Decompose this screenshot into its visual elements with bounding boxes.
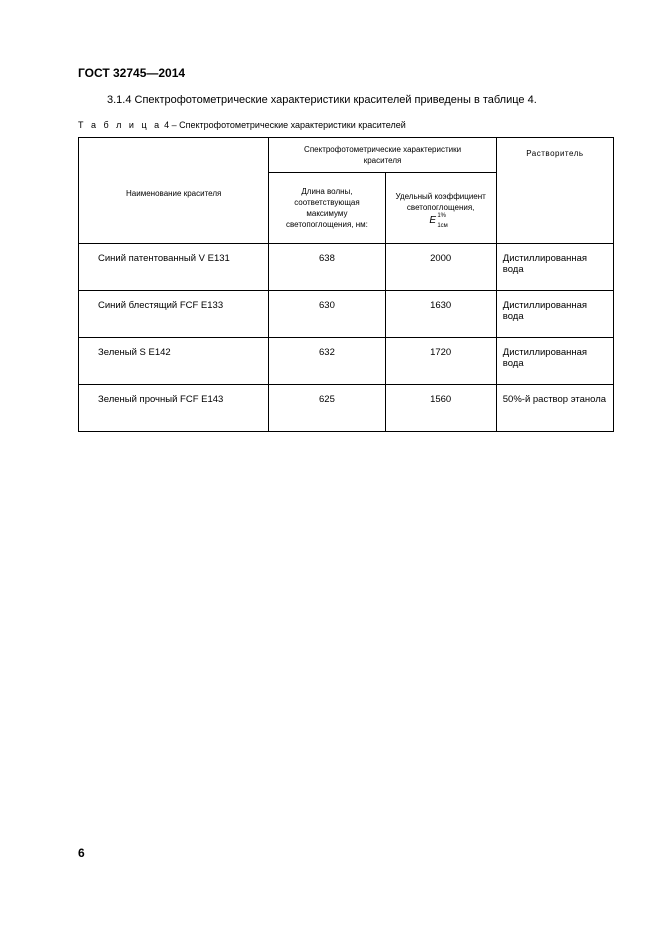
- spectro-table: [78, 137, 614, 432]
- header-coefficient: [385, 173, 496, 244]
- cell-wavelength: 630: [269, 291, 385, 338]
- cell-coefficient: 1720: [385, 338, 496, 385]
- coefficient-subscript: 1см: [437, 222, 448, 229]
- cell-dye-name: Синий патентованный V Е131: [79, 244, 269, 291]
- cell-solvent: 50%-й раствор этанола: [496, 385, 613, 432]
- cell-dye-name: Зеленый S E142: [79, 338, 269, 385]
- cell-coefficient: 2000: [385, 244, 496, 291]
- cell-wavelength: 638: [269, 244, 385, 291]
- document-code-header: ГОСТ 32745—2014: [78, 66, 186, 80]
- header-solvent: Растворитель: [496, 138, 613, 244]
- coefficient-symbol: [429, 212, 452, 229]
- cell-solvent: Дистиллированная вода: [496, 291, 613, 338]
- coefficient-symbol-letter: E: [429, 214, 436, 226]
- header-wavelength: Длина волны, соответствующая максимуму светопоглощения, нм:: [269, 173, 385, 244]
- table-row: [79, 338, 614, 385]
- table-caption-text: 4 – Спектрофотометрические характеристики красителей: [161, 120, 406, 130]
- cell-coefficient: 1630: [385, 291, 496, 338]
- cell-wavelength: 632: [269, 338, 385, 385]
- page-number: 6: [78, 846, 85, 860]
- intro-paragraph: 3.1.4 Спектрофотометрические характеристики красителей приведены в таблице 4.: [107, 94, 537, 106]
- table-caption-label: Т а б л и ц а: [78, 120, 162, 130]
- header-spectro-group: Спектрофотометрические характеристики красителя: [269, 138, 496, 173]
- cell-solvent: Дистиллированная вода: [496, 338, 613, 385]
- header-coefficient-text: Удельный коэффициент светопоглощения,: [395, 191, 486, 212]
- table-caption: [78, 120, 406, 130]
- cell-coefficient: 1560: [385, 385, 496, 432]
- cell-dye-name: Синий блестящий FCF E133: [79, 291, 269, 338]
- cell-wavelength: 625: [269, 385, 385, 432]
- cell-solvent: Дистиллированная вода: [496, 244, 613, 291]
- table-row: [79, 385, 614, 432]
- coefficient-superscript: 1%: [437, 212, 446, 219]
- header-dye-name: Наименование красителя: [79, 138, 269, 244]
- table-row: [79, 291, 614, 338]
- table-row: [79, 244, 614, 291]
- cell-dye-name: Зеленый прочный FCF E143: [79, 385, 269, 432]
